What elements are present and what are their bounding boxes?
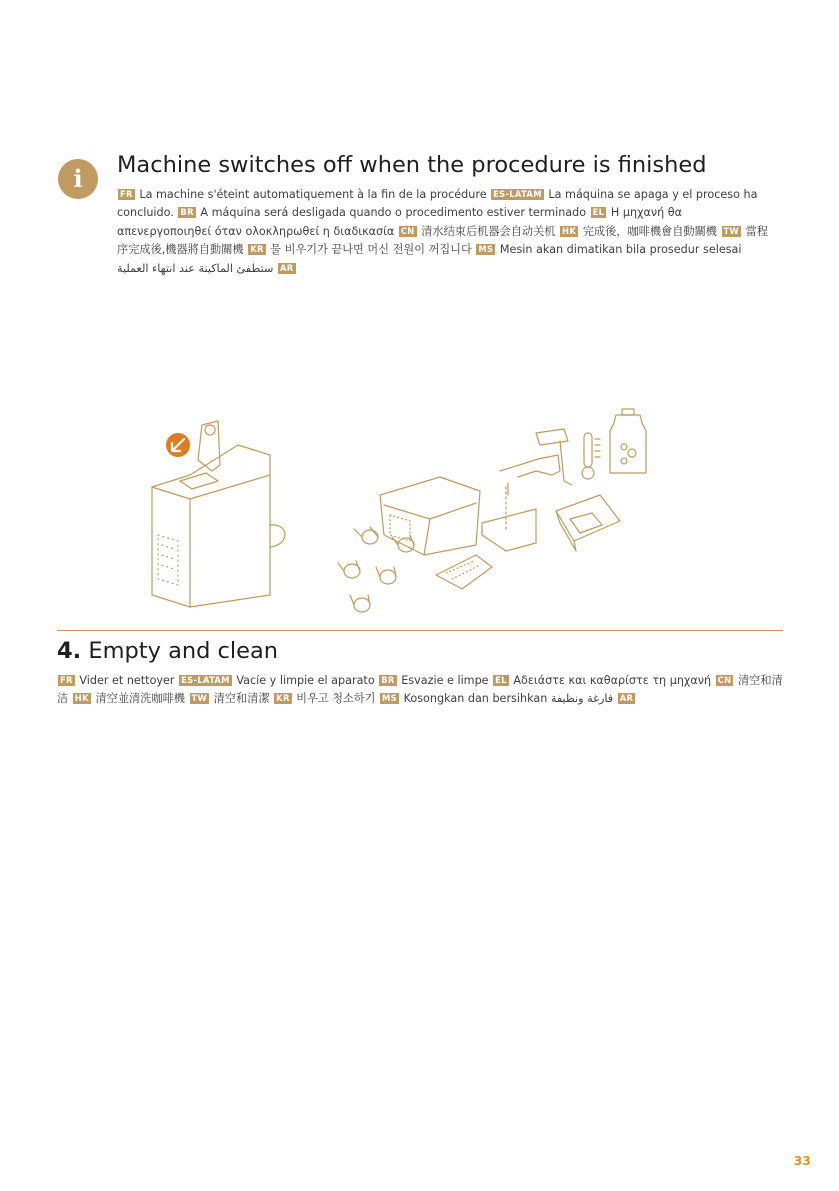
language-tag-ar: AR <box>279 262 294 273</box>
translation-text-kr: 물 비우기가 끝나면 머신 전원이 꺼집니다 <box>270 243 472 257</box>
language-tag-fr: FR <box>120 189 133 199</box>
step-title <box>57 638 278 664</box>
drip-grid-drawing <box>436 555 492 589</box>
language-tag-kr: KR <box>276 693 290 704</box>
info-translations <box>117 186 777 278</box>
translation-text-cn: 清空和清洁 <box>57 674 783 706</box>
section-divider <box>57 630 783 631</box>
translation-text-fr: La machine s'éteint automatiquement à la fin de la procédure <box>139 188 487 201</box>
language-tag-ms: MS <box>382 693 398 704</box>
translation-text-es-latam: Vacíe y limpie el aparato <box>236 674 375 687</box>
translation-text-hk: 清空並清洗咖啡機 <box>95 692 185 706</box>
translation-text-ms: Kosongkan dan bersihkan <box>403 692 548 706</box>
translation-text-br: A máquina será desligada quando o procedimento estiver terminado <box>200 206 587 220</box>
step-number: 4. <box>57 638 82 664</box>
language-tag-tw: TW <box>723 225 740 236</box>
language-tag-es-latam: ES-LATAM <box>493 189 542 199</box>
translation-text-el: Η μηχανή θα απενεργοποιηθεί όταν ολοκληρωθεί η διαδικασία <box>117 206 683 238</box>
translation-text-cn: 清水结束后机器会自动关机 <box>421 224 556 238</box>
drip-tray-drawing <box>556 495 620 551</box>
language-tag-ms: MS <box>478 244 494 255</box>
detergent-bottle-icon <box>610 409 646 473</box>
info-heading: Machine switches off when the procedure is finished <box>117 152 707 178</box>
translation-text-hk: 完成後，咖啡機會自動關機 <box>582 224 717 238</box>
language-tag-el: EL <box>495 675 507 685</box>
translation-text-ms: Mesin akan dimatikan bila prosedur selesai <box>499 243 742 257</box>
language-tag-hk: HK <box>74 693 89 704</box>
language-tag-fr: FR <box>60 675 73 685</box>
empty-and-clean-illustration <box>140 395 660 625</box>
translation-text-kr: 비우고 청소하기 <box>296 692 376 706</box>
language-tag-cn: CN <box>717 675 732 685</box>
language-tag-br: BR <box>381 675 395 685</box>
step-translations <box>57 672 785 709</box>
language-tag-br: BR <box>180 207 194 218</box>
translation-text-tw: 當程序完成後,機器將自動關機 <box>117 224 769 257</box>
info-icon: i <box>58 159 98 199</box>
translation-text-el: Αδειάστε και καθαρίστε τη μηχανή <box>513 674 712 687</box>
translation-text-ar: ستطفئ الماكينة عند انتهاء العملية <box>117 261 274 275</box>
capsules-drawing <box>338 527 414 612</box>
language-tag-es-latam: ES-LATAM <box>181 675 230 685</box>
translation-text-fr: Vider et nettoyer <box>79 674 175 687</box>
language-tag-ar: AR <box>619 693 634 704</box>
thermometer-icon <box>582 433 600 479</box>
language-tag-tw: TW <box>191 693 208 704</box>
arrow-badge-icon <box>166 433 190 457</box>
language-tag-hk: HK <box>562 225 577 236</box>
translation-text-es-latam: La máquina se apaga y el proceso ha concluido. <box>117 188 758 220</box>
translation-text-tw: 清空和清潔 <box>213 692 270 706</box>
translation-text-ar: فارغة ونظيفة <box>550 692 614 706</box>
language-tag-kr: KR <box>250 244 264 255</box>
translation-text-br: Esvazie e limpe <box>401 674 489 687</box>
capsule-container-drawing <box>380 477 480 555</box>
page-number: 33 <box>793 1153 811 1168</box>
faucet-drawing <box>482 429 572 551</box>
language-tag-cn: CN <box>400 225 415 236</box>
step-title-text: Empty and clean <box>88 638 279 664</box>
language-tag-el: EL <box>592 207 605 218</box>
